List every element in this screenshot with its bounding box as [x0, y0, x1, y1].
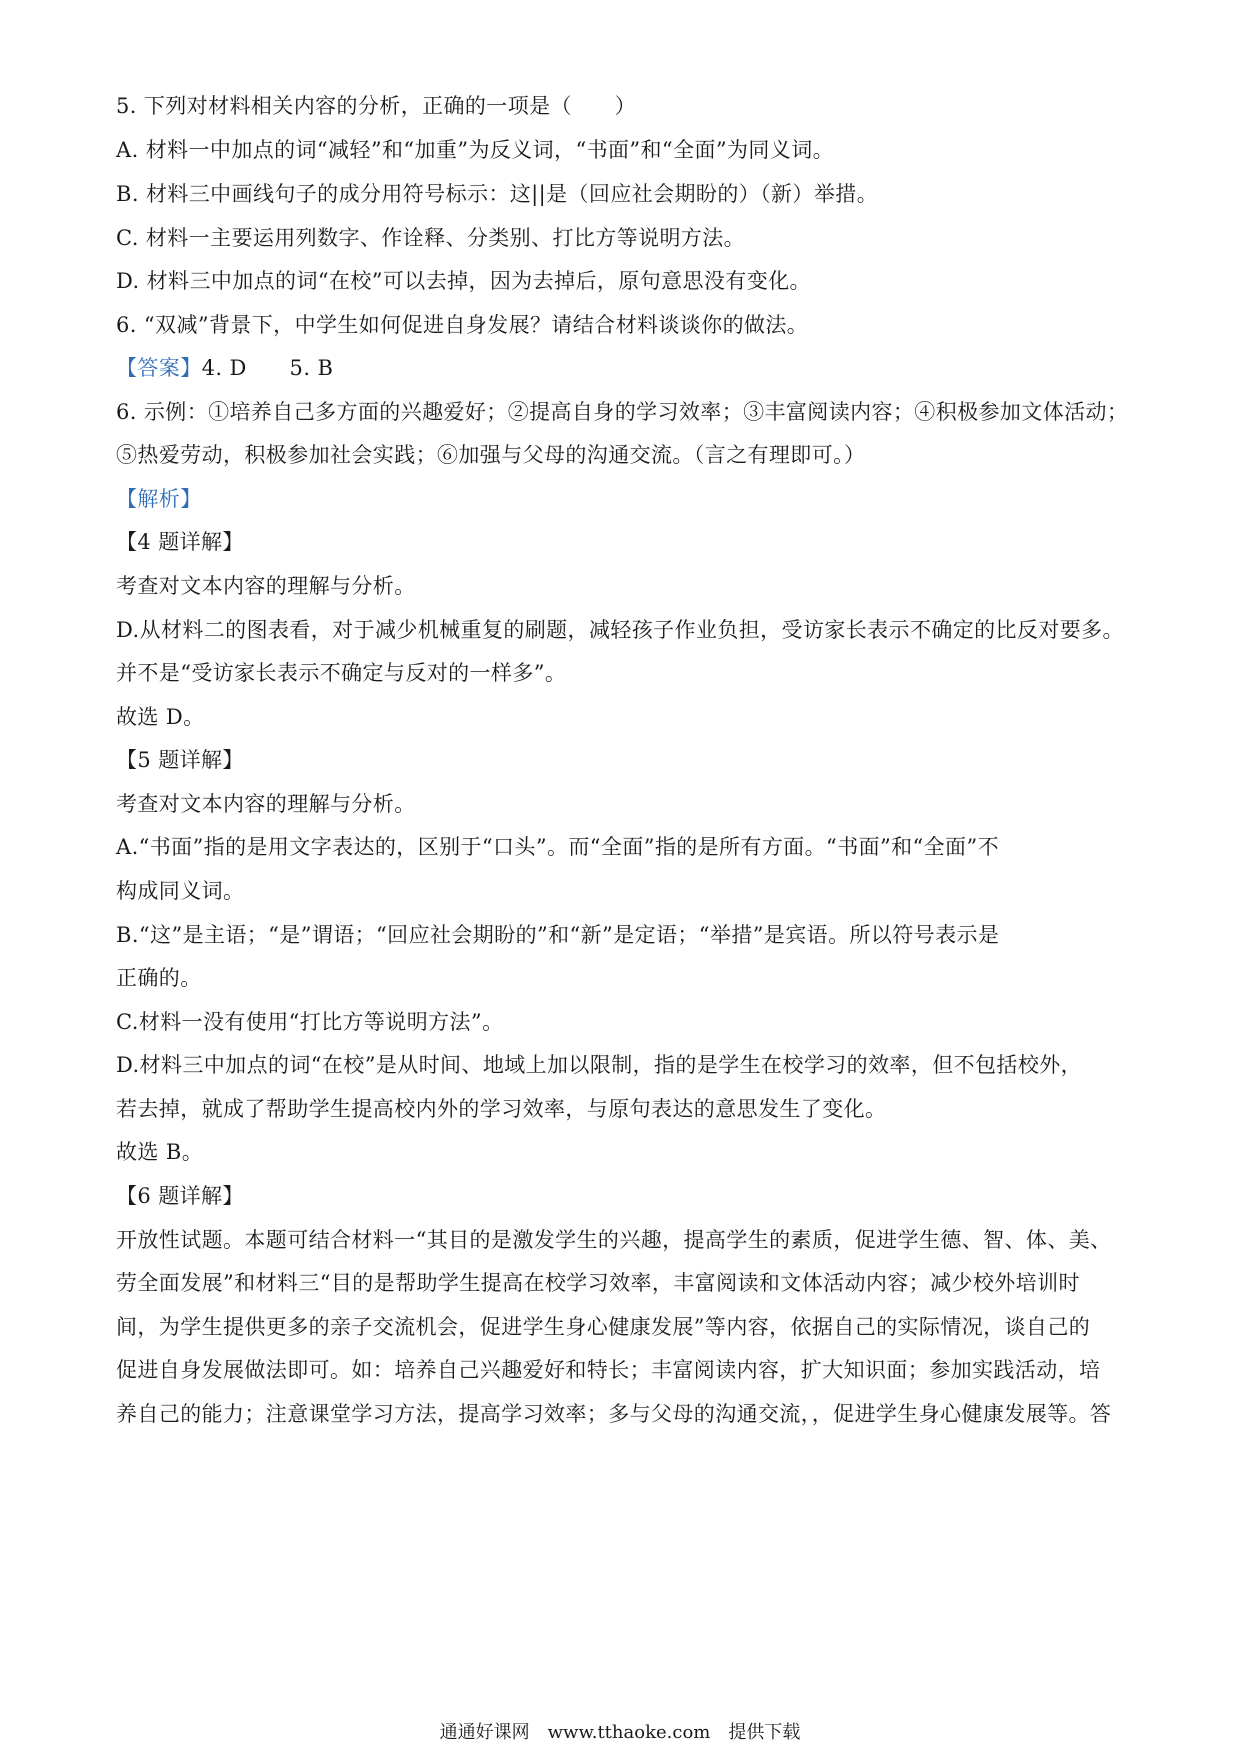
q5-text-b2: 正确的。 — [116, 966, 202, 990]
q5-text-c: C.材料一没有使用“打比方等说明方法”。 — [116, 1010, 504, 1034]
q6-text-5: 养自己的能力；注意课堂学习方法，提高学习效率；多与父母的沟通交流，，促进学生身心健康发展等。答 — [116, 1402, 1112, 1426]
q5-text-b1: B.“这”是主语；“是”谓语；“回应社会期盼的”和“新”是定语；“举措”是宾语。所以符号表示是 — [116, 923, 1000, 947]
answer-6-line-1: 6. 示例：①培养自己多方面的兴趣爱好；②提高自身的学习效率；③丰富阅读内容；④积极参加文体活动； — [116, 400, 1129, 424]
page-footer: 通通好课网 www.tthaoke.com 提供下载 — [439, 1722, 801, 1743]
answer-line — [116, 353, 333, 383]
q6-text-3: 间，为学生提供更多的亲子交流机会，促进学生身心健康发展”等内容，依据自己的实际情况，谈自己的 — [116, 1315, 1091, 1339]
question-5-stem: 5. 下列对材料相关内容的分析，正确的一项是（ ） — [116, 94, 637, 118]
answer-values: 4. D 5. B — [201, 356, 334, 380]
option-b: B. 材料三中画线句子的成分用符号标示：这||是（回应社会期盼的）（新）举措。 — [116, 182, 879, 206]
q5-text-d2: 若去掉，就成了帮助学生提高校内外的学习效率，与原句表达的意思发生了变化。 — [116, 1097, 887, 1121]
q6-heading: 【6 题详解】 — [116, 1184, 244, 1208]
option-a: A. 材料一中加点的词“减轻”和“加重”为反义词，“书面”和“全面”为同义词。 — [116, 138, 835, 162]
q5-conclusion: 故选 B。 — [116, 1140, 204, 1164]
q5-text-1: 考查对文本内容的理解与分析。 — [116, 792, 416, 816]
q5-text-d1: D.材料三中加点的词“在校”是从时间、地域上加以限制，指的是学生在校学习的效率，但不包括校外， — [116, 1053, 1083, 1077]
q6-text-4: 促进自身发展做法即可。如：培养自己兴趣爱好和特长；丰富阅读内容，扩大知识面；参加实践活动，培 — [116, 1358, 1101, 1382]
q4-heading: 【4 题详解】 — [116, 530, 244, 554]
q5-text-a1: A.“书面”指的是用文字表达的，区别于“口头”。而“全面”指的是所有方面。“书面”和“全面”不 — [116, 835, 999, 859]
q5-text-a2: 构成同义词。 — [116, 879, 245, 903]
question-6-stem: 6. “双减”背景下，中学生如何促进自身发展？请结合材料谈谈你的做法。 — [116, 313, 809, 337]
q4-text-1: 考查对文本内容的理解与分析。 — [116, 574, 416, 598]
q4-text-3: 并不是“受访家长表示不确定与反对的一样多”。 — [116, 661, 567, 685]
option-d: D. 材料三中加点的词“在校”可以去掉，因为去掉后，原句意思没有变化。 — [116, 269, 811, 293]
q6-text-2: 劳全面发展”和材料三“目的是帮助学生提高在校学习效率，丰富阅读和文体活动内容；减少校外培训时 — [116, 1271, 1080, 1295]
option-c: C. 材料一主要运用列数字、作诠释、分类别、打比方等说明方法。 — [116, 226, 746, 250]
q6-text-1: 开放性试题。本题可结合材料一“其目的是激发学生的兴趣，提高学生的素质，促进学生德、智、体、美、 — [116, 1228, 1112, 1252]
answer-tag: 【答案】 — [116, 356, 202, 380]
q5-heading: 【5 题详解】 — [116, 748, 244, 772]
q4-conclusion: 故选 D。 — [116, 705, 205, 729]
analysis-tag: 【解析】 — [116, 487, 202, 511]
q4-text-2: D.从材料二的图表看，对于减少机械重复的刷题，减轻孩子作业负担，受访家长表示不确定的比反对要多。 — [116, 618, 1124, 642]
answer-6-line-2: ⑤热爱劳动，积极参加社会实践；⑥加强与父母的沟通交流。（言之有理即可。） — [116, 443, 866, 467]
